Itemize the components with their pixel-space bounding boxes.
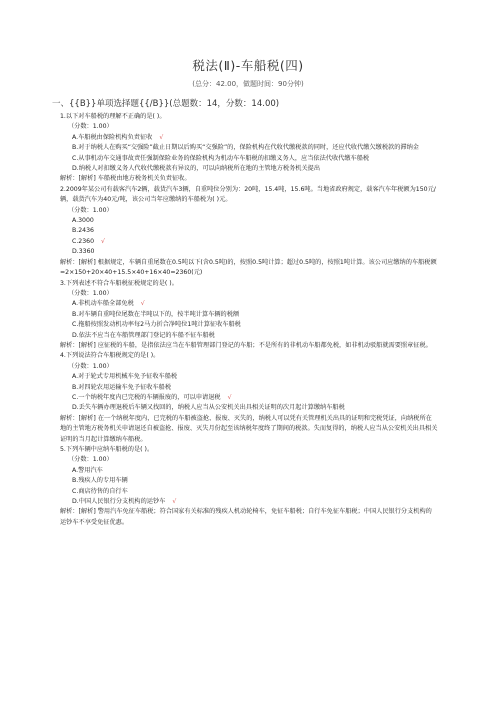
question-score: （分数：1.00） — [68, 289, 113, 297]
section-heading: 一、{{B}}单项选择题{{/B}}(总题数：14，分数：14.00) — [52, 99, 280, 109]
document-title: 税法(Ⅱ)-车船税(四) — [192, 58, 304, 73]
analysis: 解析：[解析] 警用汽车免征车船税；符合国家有关标准的残疾人机动轮椅车，免征车船税；自行车免征车船税；中国人民银行分支机构的运钞车不享受免征优惠。 — [60, 508, 432, 526]
option-d — [60, 497, 438, 507]
question-score: （分数：1.00） — [68, 456, 113, 464]
option-text: C.2360 — [72, 237, 95, 245]
question-stem: 3.下列表述不符合车船税征税规定的是( )。 — [60, 279, 178, 287]
correct-check-icon: √ — [159, 133, 164, 141]
option-text: A.非机动车船全部免税 — [72, 300, 134, 308]
analysis: 解析：[解析] 应征税的车船，是指依法应当在车船管理部门登记的车船；不是所有的非机动车船都免税，如非机动驳船就需要照章征税。 — [60, 341, 432, 349]
option-text: D.中国人民银行分支机构的运钞车 — [72, 498, 166, 506]
option-d: D.依法不应当在车船管理部门登记的车船不征车船税 — [72, 331, 215, 339]
correct-check-icon: √ — [172, 498, 177, 506]
analysis: 解析：[解析] 车船税由地方税务机关负责征收。 — [60, 175, 191, 183]
question-score: （分数：1.00） — [68, 362, 113, 370]
question-stem: 1.以下对车船税的理解不正确的是( )。 — [60, 113, 166, 120]
option-c: C.商店待售的自行车 — [72, 487, 128, 495]
option-d: D.3360 — [72, 248, 95, 256]
option-text: A.车船税由保险机构负责征收 — [72, 133, 153, 141]
correct-check-icon: √ — [101, 237, 105, 245]
analysis: 解析：[解析] 在一个纳税年度内，已完税的车船被盗抢、报废、灭失的，纳税人可以凭有关管理机关出具的证明和完税凭证，向纳税所在地的主管地方税务机关申请退还自被盗抢、报废、灭失月份起至该纳税年度终了期间的税款。失而复得的，纳税人应当从公安机关出具相关证明的当月起计算缴纳车船税。 — [60, 414, 438, 443]
correct-check-icon: √ — [227, 393, 232, 401]
question-score: （分数：1.00） — [68, 206, 113, 214]
question-stem: 4.下列说法符合车船税规定的是( )。 — [60, 352, 160, 360]
option-a: A.警用汽车 — [72, 466, 103, 474]
question-stem: 5.下列车辆中应纳车船税的是( )。 — [60, 446, 154, 453]
option-c — [60, 237, 438, 247]
option-c — [60, 393, 438, 403]
question-list — [60, 112, 438, 528]
option-d: D.纳税人对扣缴义务人代收代缴税款有异议的，可以向纳税所在地的主管地方税务机关提出 — [72, 165, 321, 173]
question-score: （分数：1.00） — [68, 123, 113, 131]
correct-check-icon: √ — [140, 300, 145, 308]
option-b: B.2436 — [72, 227, 94, 235]
option-b: B.残疾人的专用车辆 — [72, 477, 128, 485]
option-a: A.3000 — [72, 217, 94, 225]
option-a — [60, 299, 438, 309]
option-text: C.一个纳税年度内已完税的车辆报废的，可以申请退税 — [72, 393, 221, 401]
option-b: B.对四轮农用运输车免予征收车船税 — [72, 383, 172, 391]
option-c: C.拖船按照发动机功率每2马力折合净吨位1吨计算征收车船税 — [72, 321, 241, 329]
document-meta: (总分：42.00，做题时间：90分钟) — [192, 80, 304, 88]
option-b: B.对于纳税人在购买“交强险”截止日期以后购买“交强险”的，保险机构在代收代缴税款的同时，还应代收代缴欠缴税款的滞纳金 — [72, 144, 419, 152]
option-a — [60, 133, 438, 143]
option-b: B.对车辆自重吨位尾数在半吨以下的，按半吨计算车辆的税额 — [72, 310, 240, 318]
option-d: D.丢失车辆办理退税后车辆又找回的，纳税人应当从公安机关出具相关证明的次月起计算缴纳车船税 — [72, 404, 345, 412]
option-c: C.从事机动车交通事故责任强制保险业务的保险机构为机动车车船税的扣缴义务人，应当依法代收代缴车船税 — [72, 154, 370, 162]
option-a: A.对于轮式专用机械车免予征收车船税 — [72, 373, 178, 381]
question-stem: 2.2009年某公司有载客汽车2辆，载货汽车3辆，自重吨位分别为：20吨，15.4吨，15.6吨。当地省政府规定，载客汽车年税额为150元/辆，载货汽车为40元/吨，该公司当年应缴纳的车船税为( )元。 — [60, 185, 436, 204]
analysis: 解析：[解析] 根据规定，车辆自重尾数在0.5吨以下(含0.5吨)的，按照0.5吨计算；超过0.5吨的，按照1吨计算。该公司应缴纳的车船税额=2×150+20×40+15.5×40+16×40=2360(元) — [60, 258, 437, 277]
